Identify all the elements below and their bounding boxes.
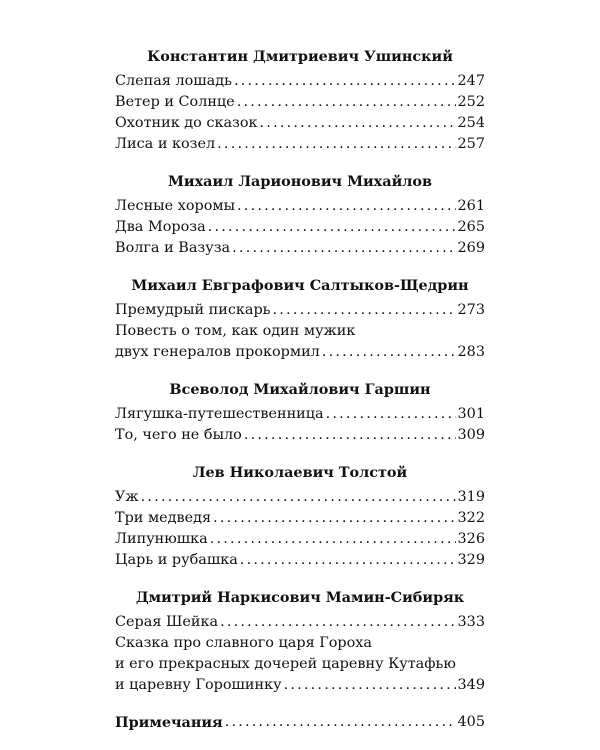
entry-page-number: 333 [457,614,485,630]
toc-entry[interactable] [115,612,485,633]
toc-entry[interactable] [115,550,485,571]
dot-leader [240,550,456,571]
toc-entry[interactable] [115,113,485,134]
entry-title: Царь и рубашка [115,552,238,568]
toc-section-tolstoy [115,462,485,571]
toc-section-mamin-sibiryak [115,587,485,696]
toc-entry[interactable] [115,508,485,529]
entry-page-number: 273 [457,302,485,318]
entry-title: То, чего не было [115,427,242,443]
entry-page-number: 326 [457,531,485,547]
entry-title: Липунюшка [115,531,208,547]
dot-leader [141,487,456,508]
dot-leader [244,425,456,446]
entry-page-number: 319 [457,489,485,505]
entry-page-number: 309 [457,427,485,443]
entry-title: Премудрый пискарь [115,302,271,318]
toc-entry[interactable] [115,71,485,92]
dot-leader [326,404,456,425]
toc-entry[interactable] [115,217,485,238]
toc-entry[interactable] [115,675,485,696]
entry-page-number: 301 [457,406,485,422]
toc-entry[interactable] [115,134,485,155]
author-heading: Константин Дмитриевич Ушинский [147,48,453,65]
dot-leader [225,712,456,733]
entry-page-number: 265 [457,219,485,235]
dot-leader [232,238,455,259]
toc-section-ushinsky [115,46,485,155]
entry-title: Лиса и козел [115,136,216,152]
toc-section-saltykov [115,275,485,363]
dot-leader [237,92,456,113]
toc-section-garshin [115,379,485,446]
author-heading: Дмитрий Наркисович Мамин-Сибиряк [135,589,465,606]
entry-title: Три медведя [115,510,212,526]
entry-page-number: 252 [457,94,485,110]
toc-entry[interactable] [115,487,485,508]
author-heading: Михаил Ларионович Михайлов [168,173,432,190]
toc-entry[interactable] [115,92,485,113]
toc-entry[interactable] [115,300,485,321]
entry-page-number: 247 [457,73,485,89]
dot-leader [273,300,456,321]
entry-title: двух генералов прокормил [115,344,320,360]
toc-entry[interactable] [115,425,485,446]
notes-page-number: 405 [457,714,485,730]
dot-leader [213,508,455,529]
toc-entry-notes[interactable] [115,712,485,733]
entry-page-number: 322 [457,510,485,526]
toc-entry[interactable] [115,238,485,259]
entry-title-line: Сказка про славного царя Гороха [115,635,373,651]
dot-leader [234,71,456,92]
entry-title: Лягушка-путешественница [115,406,324,422]
entry-title: Лесные хоромы [115,198,236,214]
toc-entry[interactable] [115,404,485,425]
dot-leader [284,675,456,696]
entry-title: и царевну Горошинку [115,677,282,693]
entry-title: Уж [115,489,139,505]
toc-entry[interactable] [115,529,485,550]
toc-entry[interactable] [115,196,485,217]
dot-leader [210,529,456,550]
entry-page-number: 329 [457,552,485,568]
entry-page-number: 257 [457,136,485,152]
entry-title: Охотник до сказок [115,115,258,131]
author-heading: Лев Николаевич Толстой [192,464,408,481]
dot-leader [260,113,456,134]
entry-title: Слепая лошадь [115,73,232,89]
toc-entry[interactable] [115,342,485,363]
toc-section-mikhailov [115,171,485,259]
entry-page-number: 254 [457,115,485,131]
entry-page-number: 261 [457,198,485,214]
entry-title: Серая Шейка [115,614,219,630]
dot-leader [208,217,456,238]
table-of-contents [115,46,485,733]
dot-leader [322,342,456,363]
entry-title-line: и его прекрасных дочерей царевну Кутафью [115,656,456,672]
author-heading: Всеволод Михайлович Гаршин [169,381,431,398]
dot-leader [217,134,455,155]
entry-page-number: 283 [457,344,485,360]
entry-title-line: Повесть о том, как один мужик [115,323,356,339]
entry-page-number: 269 [457,240,485,256]
notes-title: Примечания [115,714,223,731]
entry-page-number: 349 [457,677,485,693]
dot-leader [220,612,455,633]
author-heading: Михаил Евграфович Салтыков-Щедрин [131,277,469,294]
dot-leader [237,196,456,217]
entry-title: Волга и Вазуза [115,240,231,256]
entry-title: Ветер и Солнце [115,94,235,110]
entry-title: Два Мороза [115,219,206,235]
